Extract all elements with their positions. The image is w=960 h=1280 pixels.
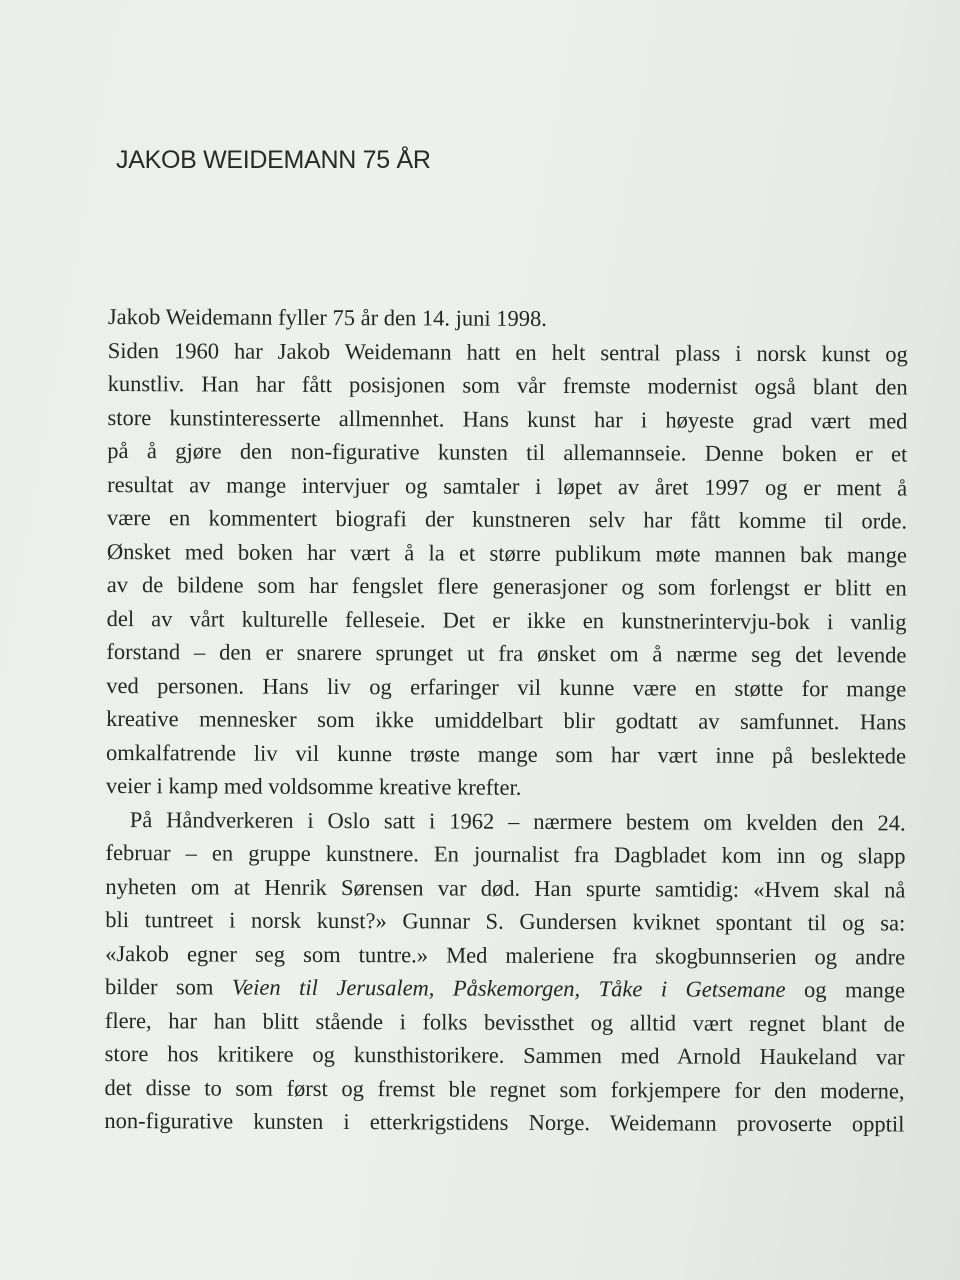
text-line: ved personen. Hans liv og erfaringer vil kunne være en støtte for mange (106, 672, 907, 701)
text-line: non-figurative kunsten i etterkrigstidens Norge. Weidemann provoserte opptil (104, 1107, 905, 1137)
text-line: omkalfatrende liv vil kunne trøste mange som har vært inne på beslektede (105, 739, 907, 768)
text-line: store hos kritikere og kunsthistorikere. Sammen med Arnold Haukeland var (104, 1040, 905, 1070)
artwork-titles: Veien til Jerusalem, Påskemorgen, Tåke i Getsemane (231, 974, 786, 1002)
paragraph-1 (106, 300, 908, 806)
text-line: flere, har han blitt stående i folks bevissthet og alltid vært regnet blant de (104, 1007, 905, 1036)
body-text (104, 300, 908, 1141)
text-line: Jakob Weidemann fyller 75 år den 14. juni 1998. (107, 303, 547, 331)
chapter-heading: JAKOB WEIDEMANN 75 ÅR (116, 146, 431, 174)
text-line: kunstliv. Han har fått posisjonen som vår fremste modernist også blant den (107, 370, 908, 400)
text-line: resultat av mange intervjuer og samtaler i løpet av året 1997 og er ment å (107, 471, 908, 500)
text-line: på å gjøre den non-figurative kunsten til allemannseie. Denne boken er et (107, 437, 908, 467)
text-line: store kunstinteresserte allmennhet. Hans kunst har i høyeste grad vært med (107, 404, 908, 433)
text-line: det disse to som først og fremst ble regnet som forkjempere for den moderne, (104, 1074, 905, 1103)
text-line: være en kommentert biografi der kunstneren selv har fått komme til orde. (106, 504, 908, 534)
text-line: februar – en gruppe kunstnere. En journalist fra Dagbladet kom inn og slapp (105, 839, 906, 869)
text-line: av de bildene som har fengslet flere generasjoner og som forlengst er blitt en (106, 571, 907, 601)
text-line: «Jakob egner seg som tuntre.» Med maleriene fra skogbunnserien og andre (105, 940, 906, 969)
text-fragment: og mange (785, 976, 906, 1003)
text-line: På Håndverkeren i Oslo satt i 1962 – nærmere bestem om kvelden den 24. (129, 806, 906, 835)
text-line: Siden 1960 har Jakob Weidemann hatt en helt sentral plass i norsk kunst og (107, 337, 908, 366)
text-line: kreative mennesker som ikke umiddelbart blir godtatt av samfunnet. Hans (106, 705, 907, 735)
text-line: bli tuntreet i norsk kunst?» Gunnar S. Gundersen kviknet spontant til og sa: (105, 906, 906, 936)
paragraph-2 (104, 802, 905, 1140)
text-line: veier i kamp med voldsomme kreative krefter. (105, 772, 522, 800)
text-fragment: bilder som (104, 973, 232, 1000)
text-line: Ønsket med boken har vært å la et større publikum møte mannen bak mange (106, 538, 907, 567)
text-line: forstand – den er snarere sprunget ut fra ønsket om å nærme seg det levende (106, 638, 907, 668)
text-line: del av vårt kulturelle felleseie. Det er ikke en kunstnerintervju-bok i vanlig (106, 605, 907, 634)
text-line: nyheten om at Henrik Sørensen var død. Han spurte samtidig: «Hvem skal nå (105, 873, 906, 902)
text-line-with-titles (105, 970, 905, 1007)
